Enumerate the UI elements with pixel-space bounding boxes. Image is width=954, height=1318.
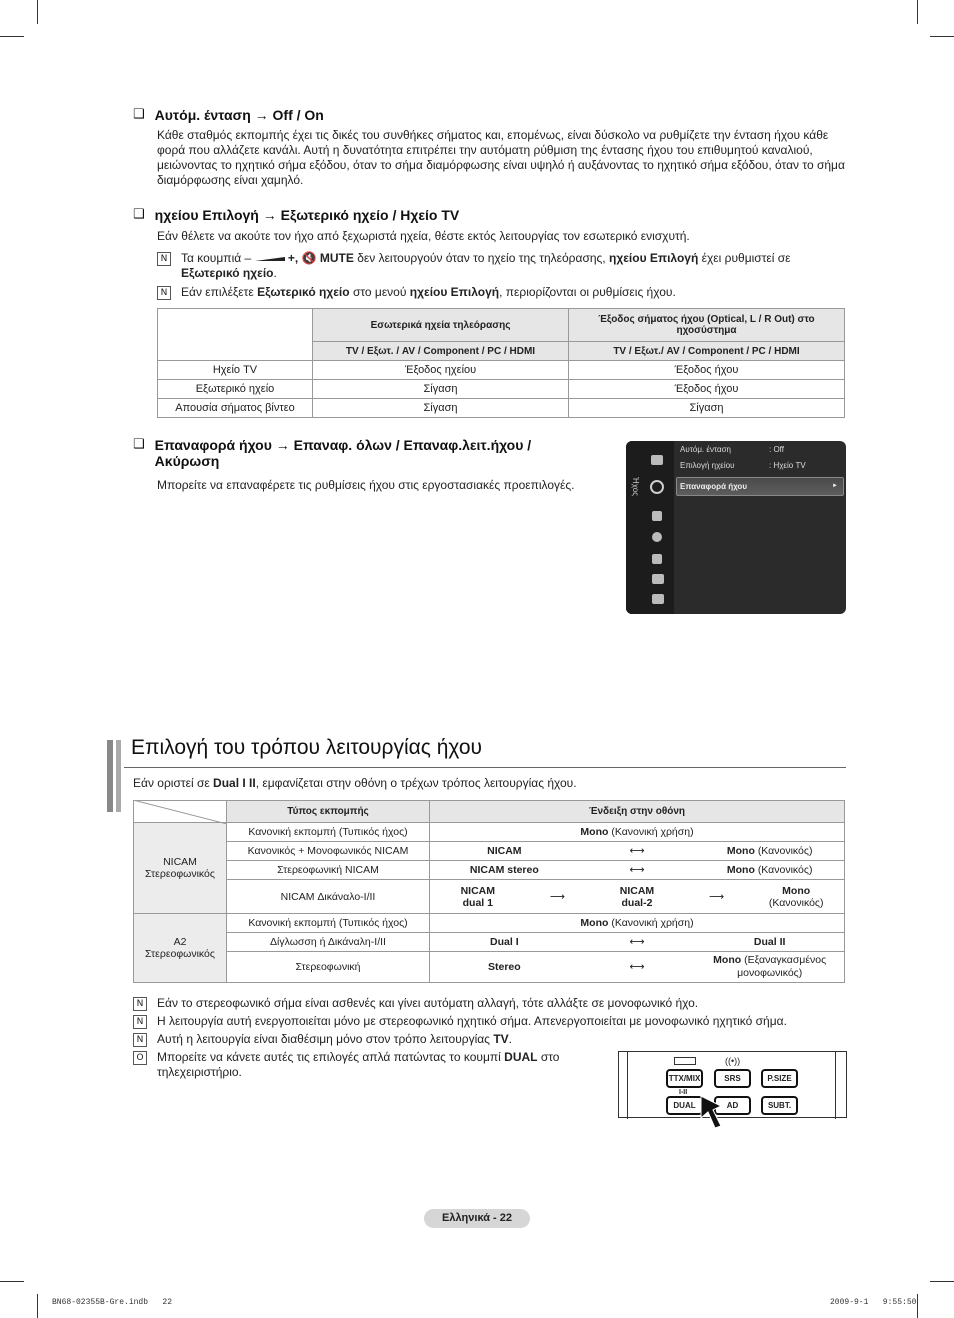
srs-button[interactable]: SRS [714, 1069, 751, 1088]
mute-icon: 🔇 [301, 251, 317, 265]
note-icon: N [157, 252, 171, 266]
osd-sound-menu [626, 441, 846, 614]
crop-mark [0, 36, 24, 37]
table-row: Στερεοφωνική Stereo ⟷ Mono (Εξαναγκασμένος μονοφωνικός) [134, 952, 845, 983]
table-corner-diagonal [133, 800, 227, 824]
p-size-button[interactable]: P.SIZE [761, 1069, 798, 1088]
input-icon [652, 554, 662, 564]
osd-row: Αυτόμ. ένταση : Off [680, 445, 784, 454]
volume-icon [255, 257, 285, 261]
note-icon: N [133, 1015, 147, 1029]
auto-volume-text: Κάθε σταθμός εκπομπής έχει τις δικές του συνθήκες σήματος και, επομένως, είναι δύσκολο να ρυθμίζετε την ένταση ήχου κάθε φορά που αλλάζετε κανάλι. Αυτή η δυνατότητα επιτρέπει την αυτόματη ρύθμιση της έντασης ήχου του επιθυμητού καναλιού, μειώνοντας το ηχητικό σήμα εξόδου, όταν το σήμα διαμόρφωσης είναι υψηλό ή αυξάνοντας το ηχητικό σήμα εξόδου, όταν το σήμα διαμόρφωσης είναι χαμηλό. [157, 128, 845, 187]
crop-mark [930, 1281, 954, 1282]
dual-button-caption: I-II [679, 1089, 688, 1096]
crop-mark [930, 36, 954, 37]
table-row: NICAM Δικάναλο-I/II NICAM dual 1 ⟶ NICAM dual-2 ⟶ Mono (Κανονικός) [134, 880, 845, 914]
chapter-marker [107, 740, 113, 812]
chapter-marker [116, 740, 121, 812]
srs-icon: ((•)) [725, 1056, 741, 1066]
table-row: Ηχείο TV Έξοδος ηχείου Έξοδος ήχου [158, 361, 845, 380]
osd-sidebar [626, 441, 674, 614]
table-row: NICAM Στερεοφωνικός Κανονική εκπομπή (Τυπικός ήχος) Mono (Κανονική χρήση) [134, 823, 845, 842]
section-auto-volume-heading: ❑ Αυτόμ. ένταση → Off / On [133, 107, 324, 123]
page-number: Ελληνικά - 22 [424, 1209, 530, 1228]
table-row: Στερεοφωνική NICAM NICAM stereo ⟷ Mono (Κανονικός) [134, 861, 845, 880]
crop-mark [0, 1281, 24, 1282]
application-icon [652, 574, 664, 584]
speaker-select-text: Εάν θέλετε να ακούτε τον ήχο από ξεχωριστά ηχεία, θέστε εκτός λειτουργίας τον εσωτερικό ενισχυτή. [157, 229, 690, 243]
print-date-info: 2009-9-1 9:55:50 [830, 1298, 917, 1307]
remote-note-icon: O [133, 1051, 147, 1065]
crop-mark [37, 1294, 38, 1318]
subt-button[interactable]: SUBT. [761, 1096, 798, 1115]
table-row: Απουσία σήματος βίντεο Σίγαση Σίγαση [158, 399, 845, 418]
ttx-mix-button[interactable]: TTX/MIX [666, 1069, 703, 1088]
remote-illustration [618, 1051, 847, 1118]
setup-gear-icon [652, 532, 662, 542]
channel-icon [652, 511, 662, 521]
pointing-arrow-icon [699, 1092, 739, 1132]
note-item: N Εάν το στερεοφωνικό σήμα είναι ασθενές και γίνει αυτόματη αλλαγή, τότε αλλάξτε σε μονοφωνικό ήχο. [133, 996, 833, 1011]
speaker-output-table: Εσωτερικά ηχεία τηλεόρασης Έξοδος σήματος ήχου (Optical, L / R Out) στο ηχοσύστημα TV / Εξωτ. / AV / Component / PC / HDMI TV / Εξωτ./ AV / Component / PC / HDMI Ηχείο TV Έξοδος ηχείου Έξοδος ήχου Εξωτερικό ηχείο Σίγαση Έξοδος ήχου Απουσία σήματος βίντεο Σίγαση Σίγαση [157, 308, 845, 418]
table-row: Δίγλωσση ή Δικάναλη-I/II Dual I ⟷ Dual II [134, 933, 845, 952]
sound-icon [650, 480, 664, 494]
checkbox-bullet-icon: ❑ [133, 437, 145, 452]
checkbox-bullet-icon: ❑ [133, 107, 145, 122]
sound-mode-table: Τύπος εκπομπής Ένδειξη στην οθόνη NICAM Στερεοφωνικός Κανονική εκπομπή (Τυπικός ήχος) Mono (Κανονική χρήση) Κανονικός + Μονοφωνικός NICAM NICAM ⟷ Mono (Κανονικός) Στερεοφωνική NICAM NICAM stereo ⟷ Mono (Κανονικός) NICAM Δικάναλο-I/II NICAM dual 1 ⟶ NICAM dual-2 ⟶ Mono (Κανονικός) A2 Στερεοφωνικός Κανονική εκπομπή (Τυπικός ήχος) Mono (Κανονική χρήση) Δίγλωσση ή Δικάναλη-I/II Dual I ⟷ Dual II Στερεοφωνική Stereo ⟷ Mono (Εξαναγκασμένος μονοφωνικός) [133, 800, 845, 983]
section-sound-reset-heading: ❑ Επαναφορά ήχου → Επαναφ. όλων / Επαναφ.λειτ.ήχου / Ακύρωση [133, 437, 532, 469]
note-item: N Εάν επιλέξετε Εξωτερικό ηχείο στο μενού ηχείου Επιλογή, περιορίζονται οι ρυθμίσεις ήχου. [157, 285, 817, 300]
note-item: O Μπορείτε να κάνετε αυτές τις επιλογές απλά πατώντας το κουμπί DUAL στο τηλεχειριστήριο. [133, 1050, 593, 1080]
chapter-intro: Εάν οριστεί σε Dual I II, εμφανίζεται στην οθόνη ο τρέχων τρόπος λειτουργίας ήχου. [133, 776, 577, 790]
sound-reset-text: Μπορείτε να επαναφέρετε τις ρυθμίσεις ήχου στις εργοστασιακές προεπιλογές. [157, 478, 575, 492]
note-item: N Τα κουμπιά – +, 🔇 MUTE δεν λειτουργούν όταν το ηχείο της τηλεόρασης, ηχείου Επιλογή έχει ρυθμιστεί σε Εξωτερικό ηχείο. [157, 251, 817, 281]
osd-row: Επιλογή ηχείου : Ηχείο TV [680, 461, 806, 470]
note-item: N Η λειτουργία αυτή ενεργοποιείται μόνο με στερεοφωνικό ηχητικό σήμα. Απενεργοποιείται με μονοφωνικό ηχητικό σήμα. [133, 1014, 833, 1029]
table-row: Εξωτερικό ηχείο Σίγαση Έξοδος ήχου [158, 380, 845, 399]
chapter-title: Επιλογή του τρόπου λειτουργίας ήχου [131, 736, 483, 759]
osd-side-label: Ήχος [631, 477, 640, 496]
crop-mark [917, 0, 918, 24]
note-icon: N [133, 997, 147, 1011]
print-file-info: BN68-02355B-Gre.indb 22 [52, 1298, 173, 1307]
ad-button[interactable]: AD [714, 1096, 751, 1115]
dual-button[interactable]: DUAL [666, 1096, 703, 1115]
crop-mark [917, 1294, 918, 1318]
osd-selected-item: Επαναφορά ήχου ► [676, 477, 844, 496]
ttx-mix-icon [674, 1057, 696, 1065]
crop-mark [37, 0, 38, 24]
note-item: N Αυτή η λειτουργία είναι διαθέσιμη μόνο στον τρόπο λειτουργίας TV. [133, 1032, 833, 1047]
picture-icon [651, 455, 663, 465]
note-icon: N [157, 286, 171, 300]
note-icon: N [133, 1033, 147, 1047]
checkbox-bullet-icon: ❑ [133, 207, 145, 222]
table-row: Κανονικός + Μονοφωνικός NICAM NICAM ⟷ Mono (Κανονικός) [134, 842, 845, 861]
section-speaker-select-heading: ❑ ηχείου Επιλογή → Εξωτερικό ηχείο / Ηχείο TV [133, 207, 460, 223]
table-row: A2 Στερεοφωνικός Κανονική εκπομπή (Τυπικός ήχος) Mono (Κανονική χρήση) [134, 914, 845, 933]
chapter-rule [124, 767, 846, 768]
support-icon [652, 594, 664, 604]
